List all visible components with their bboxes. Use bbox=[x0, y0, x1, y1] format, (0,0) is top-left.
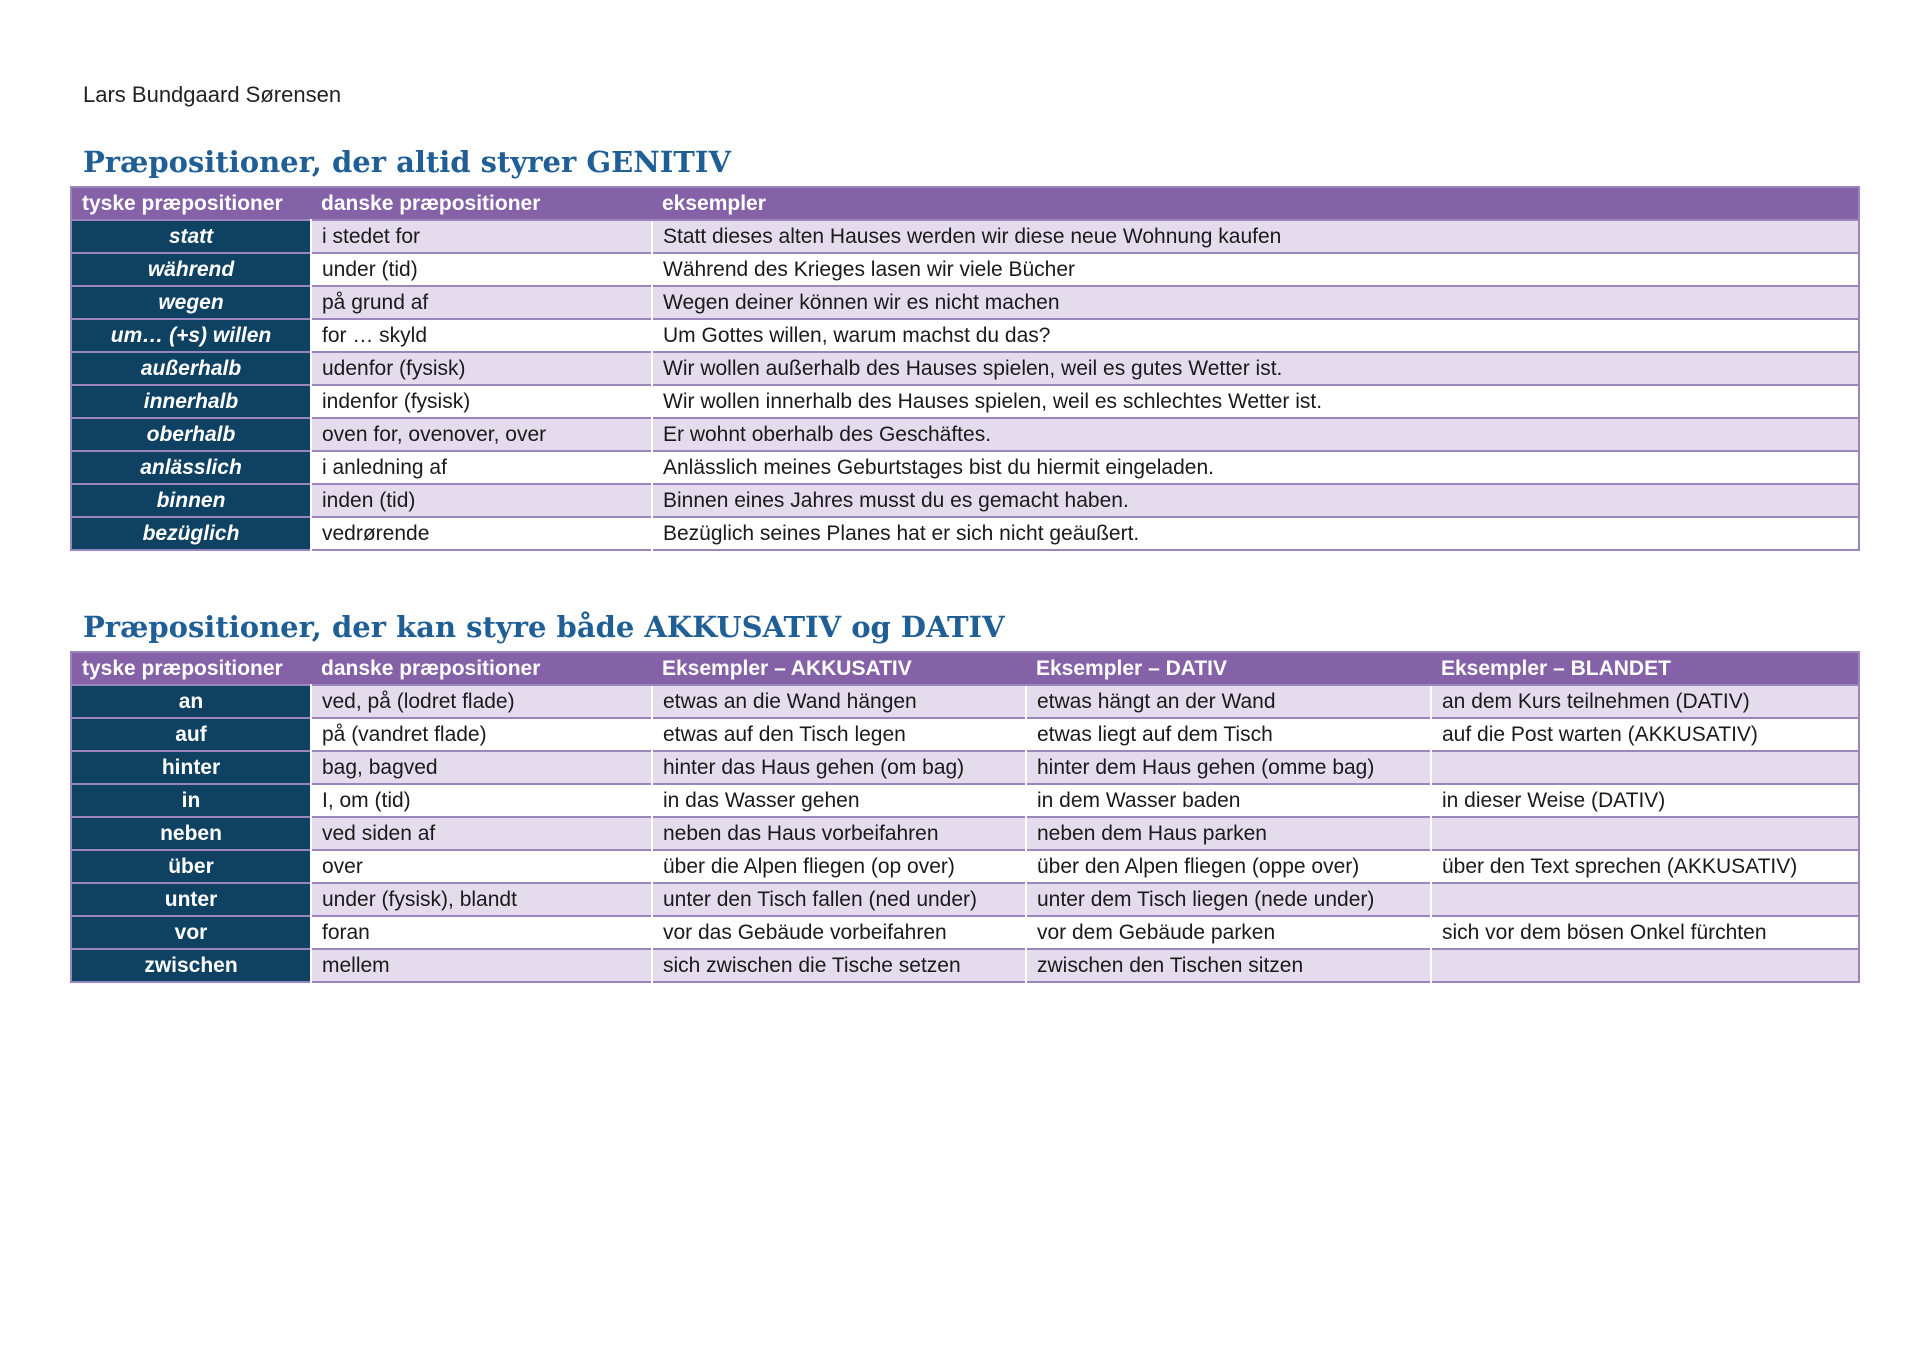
table-row bbox=[71, 718, 1859, 751]
table-cell: Anlässlich meines Geburtstages bist du hiermit eingeladen. bbox=[652, 451, 1859, 484]
table-cell: Bezüglich seines Planes hat er sich nicht geäußert. bbox=[652, 517, 1859, 550]
table-row bbox=[71, 517, 1859, 550]
table-row bbox=[71, 916, 1859, 949]
table-row bbox=[71, 883, 1859, 916]
table-cell: over bbox=[311, 850, 652, 883]
author-name: Lars Bundgaard Sørensen bbox=[83, 82, 342, 107]
table-cell: oven for, ovenover, over bbox=[311, 418, 652, 451]
table-header-row bbox=[71, 652, 1859, 685]
table-cell: etwas liegt auf dem Tisch bbox=[1026, 718, 1431, 751]
table-cell: in dieser Weise (DATIV) bbox=[1431, 784, 1859, 817]
table-cell: etwas an die Wand hängen bbox=[652, 685, 1026, 718]
german-preposition-cell: während bbox=[71, 253, 311, 286]
german-preposition-cell: neben bbox=[71, 817, 311, 850]
column-header: danske præpositioner bbox=[311, 187, 652, 220]
table-row bbox=[71, 220, 1859, 253]
table-cell: Wir wollen innerhalb des Hauses spielen, weil es schlechtes Wetter ist. bbox=[652, 385, 1859, 418]
table-row bbox=[71, 751, 1859, 784]
table-cell: Wir wollen außerhalb des Hauses spielen, weil es gutes Wetter ist. bbox=[652, 352, 1859, 385]
table-row bbox=[71, 319, 1859, 352]
table-cell: in das Wasser gehen bbox=[652, 784, 1026, 817]
table-cell: i stedet for bbox=[311, 220, 652, 253]
table-cell: ved, på (lodret flade) bbox=[311, 685, 652, 718]
table-cell: indenfor (fysisk) bbox=[311, 385, 652, 418]
table-cell: Statt dieses alten Hauses werden wir diese neue Wohnung kaufen bbox=[652, 220, 1859, 253]
table-cell: auf die Post warten (AKKUSATIV) bbox=[1431, 718, 1859, 751]
german-preposition-cell: oberhalb bbox=[71, 418, 311, 451]
table-row bbox=[71, 451, 1859, 484]
table-cell: etwas auf den Tisch legen bbox=[652, 718, 1026, 751]
german-preposition-cell: anlässlich bbox=[71, 451, 311, 484]
table-cell: foran bbox=[311, 916, 652, 949]
table-cell: neben das Haus vorbeifahren bbox=[652, 817, 1026, 850]
akkusativ-dativ-title: Præpositioner, der kan styre både AKKUSATIV og DATIV bbox=[83, 610, 1005, 644]
table-cell: for … skyld bbox=[311, 319, 652, 352]
akkusativ-dativ-table bbox=[70, 651, 1860, 983]
table-row bbox=[71, 949, 1859, 982]
table-row bbox=[71, 817, 1859, 850]
table-row bbox=[71, 685, 1859, 718]
column-header: Eksempler – AKKUSATIV bbox=[652, 652, 1026, 685]
german-preposition-cell: auf bbox=[71, 718, 311, 751]
table-cell bbox=[1431, 817, 1859, 850]
german-preposition-cell: außerhalb bbox=[71, 352, 311, 385]
table-cell: vor das Gebäude vorbeifahren bbox=[652, 916, 1026, 949]
german-preposition-cell: an bbox=[71, 685, 311, 718]
table-cell: på grund af bbox=[311, 286, 652, 319]
table-cell: an dem Kurs teilnehmen (DATIV) bbox=[1431, 685, 1859, 718]
column-header: tyske præpositioner bbox=[71, 652, 311, 685]
table-header-row bbox=[71, 187, 1859, 220]
german-preposition-cell: über bbox=[71, 850, 311, 883]
table-cell: vor dem Gebäude parken bbox=[1026, 916, 1431, 949]
table-cell: inden (tid) bbox=[311, 484, 652, 517]
table-cell: Während des Krieges lasen wir viele Bücher bbox=[652, 253, 1859, 286]
column-header: danske præpositioner bbox=[311, 652, 652, 685]
table-row bbox=[71, 253, 1859, 286]
table-row bbox=[71, 352, 1859, 385]
table-cell: über den Alpen fliegen (oppe over) bbox=[1026, 850, 1431, 883]
table-cell: sich zwischen die Tische setzen bbox=[652, 949, 1026, 982]
german-preposition-cell: vor bbox=[71, 916, 311, 949]
table-cell bbox=[1431, 751, 1859, 784]
german-preposition-cell: in bbox=[71, 784, 311, 817]
table-cell: ved siden af bbox=[311, 817, 652, 850]
table-cell: Er wohnt oberhalb des Geschäftes. bbox=[652, 418, 1859, 451]
table-cell: Wegen deiner können wir es nicht machen bbox=[652, 286, 1859, 319]
table-cell bbox=[1431, 949, 1859, 982]
column-header: tyske præpositioner bbox=[71, 187, 311, 220]
german-preposition-cell: hinter bbox=[71, 751, 311, 784]
table-cell: vedrørende bbox=[311, 517, 652, 550]
column-header: Eksempler – DATIV bbox=[1026, 652, 1431, 685]
table-cell: udenfor (fysisk) bbox=[311, 352, 652, 385]
table-cell: bag, bagved bbox=[311, 751, 652, 784]
table-cell: über den Text sprechen (AKKUSATIV) bbox=[1431, 850, 1859, 883]
genitiv-table bbox=[70, 186, 1860, 551]
table-row bbox=[71, 286, 1859, 319]
table-cell: i anledning af bbox=[311, 451, 652, 484]
table-row bbox=[71, 385, 1859, 418]
table-cell bbox=[1431, 883, 1859, 916]
table-cell: under (fysisk), blandt bbox=[311, 883, 652, 916]
table-cell: under (tid) bbox=[311, 253, 652, 286]
german-preposition-cell: wegen bbox=[71, 286, 311, 319]
table-row bbox=[71, 784, 1859, 817]
german-preposition-cell: statt bbox=[71, 220, 311, 253]
german-preposition-cell: um… (+s) willen bbox=[71, 319, 311, 352]
table-cell: Um Gottes willen, warum machst du das? bbox=[652, 319, 1859, 352]
table-row bbox=[71, 484, 1859, 517]
table-cell: unter dem Tisch liegen (nede under) bbox=[1026, 883, 1431, 916]
table-cell: in dem Wasser baden bbox=[1026, 784, 1431, 817]
german-preposition-cell: binnen bbox=[71, 484, 311, 517]
table-row bbox=[71, 850, 1859, 883]
german-preposition-cell: bezüglich bbox=[71, 517, 311, 550]
german-preposition-cell: innerhalb bbox=[71, 385, 311, 418]
genitiv-title: Præpositioner, der altid styrer GENITIV bbox=[83, 145, 731, 179]
table-cell: på (vandret flade) bbox=[311, 718, 652, 751]
table-cell: etwas hängt an der Wand bbox=[1026, 685, 1431, 718]
german-preposition-cell: unter bbox=[71, 883, 311, 916]
table-cell: neben dem Haus parken bbox=[1026, 817, 1431, 850]
table-cell: Binnen eines Jahres musst du es gemacht haben. bbox=[652, 484, 1859, 517]
table-cell: I, om (tid) bbox=[311, 784, 652, 817]
table-cell: unter den Tisch fallen (ned under) bbox=[652, 883, 1026, 916]
table-cell: sich vor dem bösen Onkel fürchten bbox=[1431, 916, 1859, 949]
column-header: eksempler bbox=[652, 187, 1859, 220]
table-cell: über die Alpen fliegen (op over) bbox=[652, 850, 1026, 883]
table-cell: hinter dem Haus gehen (omme bag) bbox=[1026, 751, 1431, 784]
german-preposition-cell: zwischen bbox=[71, 949, 311, 982]
table-row bbox=[71, 418, 1859, 451]
column-header: Eksempler – BLANDET bbox=[1431, 652, 1859, 685]
table-cell: zwischen den Tischen sitzen bbox=[1026, 949, 1431, 982]
table-cell: hinter das Haus gehen (om bag) bbox=[652, 751, 1026, 784]
table-cell: mellem bbox=[311, 949, 652, 982]
